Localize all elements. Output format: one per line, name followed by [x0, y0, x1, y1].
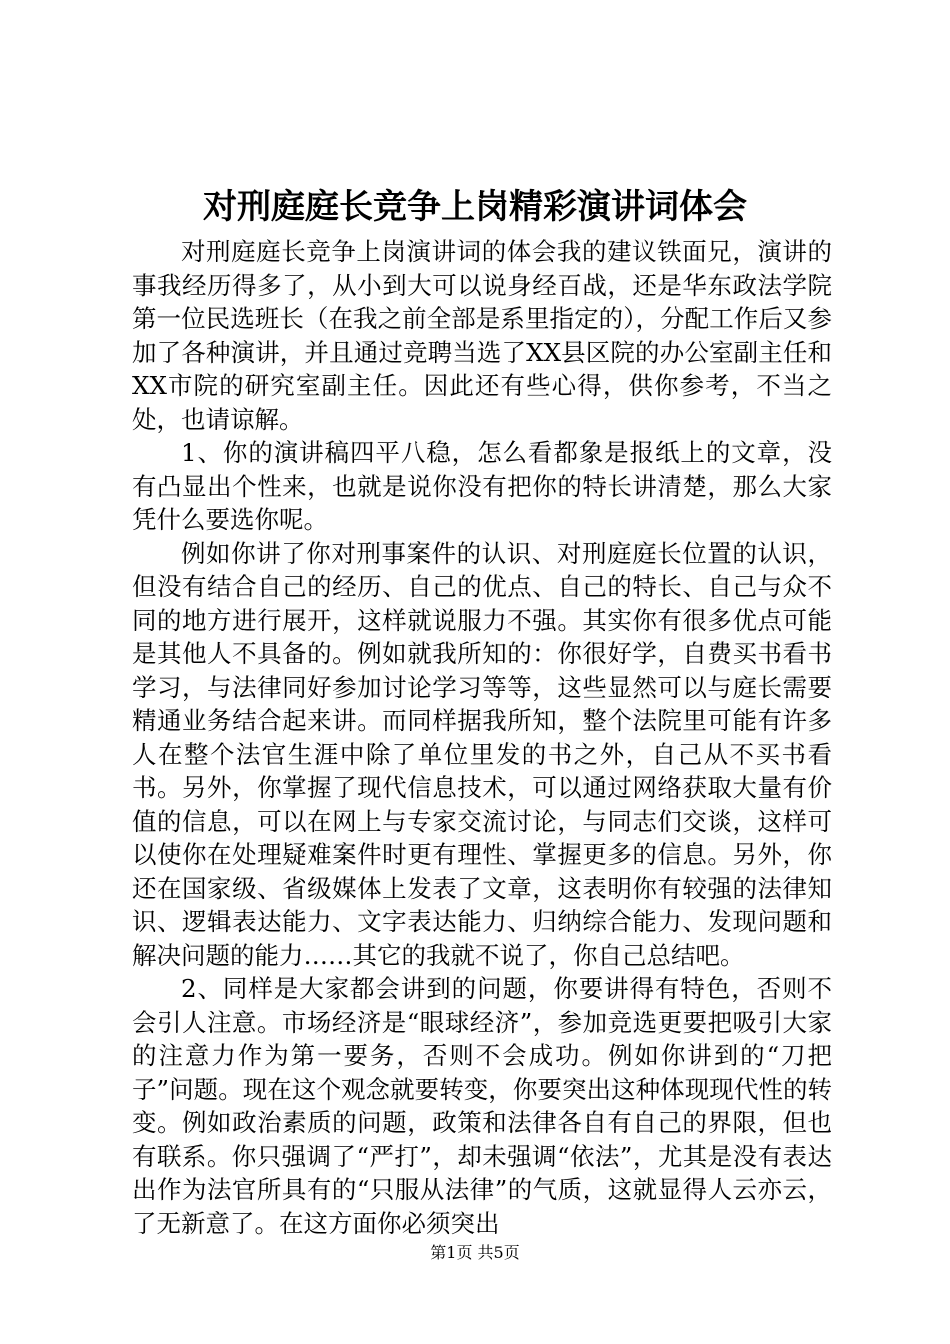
page-number-footer: 第1页 共5页: [430, 1243, 520, 1262]
document-title: 对刑庭庭长竞争上岗精彩演讲词体会: [203, 187, 747, 227]
paragraph-example: 例如你讲了你对刑事案件的认识、对刑庭庭长位置的认识，但没有结合自己的经历、自己的优点、自己的特长、自己与众不同的地方进行展开，这样就说服力不强。其实你有很多优点可能是其他人不具备的。例如就我所知的：你很好学，自费买书看书学习，与法律同好参加讨论学习等等，这些显然可以与庭长需要精通业务结合起来讲。而同样据我所知，整个法院里可能有许多人在整个法官生涯中除了单位里发的书之外，自己从不买书看书。另外，你掌握了现代信息技术，可以通过网络获取大量有价值的信息，可以在网上与专家交流讨论，与同志们交谈，这样可以使你在处理疑难案件时更有理性、掌握更多的信息。另外，你还在国家级、省级媒体上发表了文章，这表明你有较强的法律知识、逻辑表达能力、文字表达能力、归纳综合能力、发现问题和解决问题的能力……其它的我就不说了，你自己总结吧。: [132, 538, 832, 970]
document-body: [132, 235, 832, 1240]
paragraph-point-2: 2、同样是大家都会讲到的问题，你要讲得有特色，否则不会引人注意。市场经济是“眼球经济”，参加竞选更要把吸引大家的注意力作为第一要务，否则不会成功。例如你讲到的“刀把子”问题。现在这个观念就要转变，你要突出这种体现现代性的转变。例如政治素质的问题，政策和法律各自有自己的界限，但也有联系。你只强调了“严打”，却未强调“依法”，尤其是没有表达出作为法官所具有的“只服从法律”的气质，这就显得人云亦云，了无新意了。在这方面你必须突出: [132, 974, 832, 1238]
paragraph-point-1: 1、你的演讲稿四平八稳，怎么看都象是报纸上的文章，没有凸显出个性来，也就是说你没有把你的特长讲清楚，那么大家凭什么要选你呢。: [132, 438, 832, 534]
paragraph-intro: 对刑庭庭长竞争上岗演讲词的体会我的建议铁面兄，演讲的事我经历得多了，从小到大可以说身经百战，还是华东政法学院第一位民选班长（在我之前全部是系里指定的），分配工作后又参加了各种演讲，并且通过竞聘当选了XX县区院的办公室副主任和XX市院的研究室副主任。因此还有些心得，供你参考，不当之处，也请谅解。: [132, 237, 832, 434]
